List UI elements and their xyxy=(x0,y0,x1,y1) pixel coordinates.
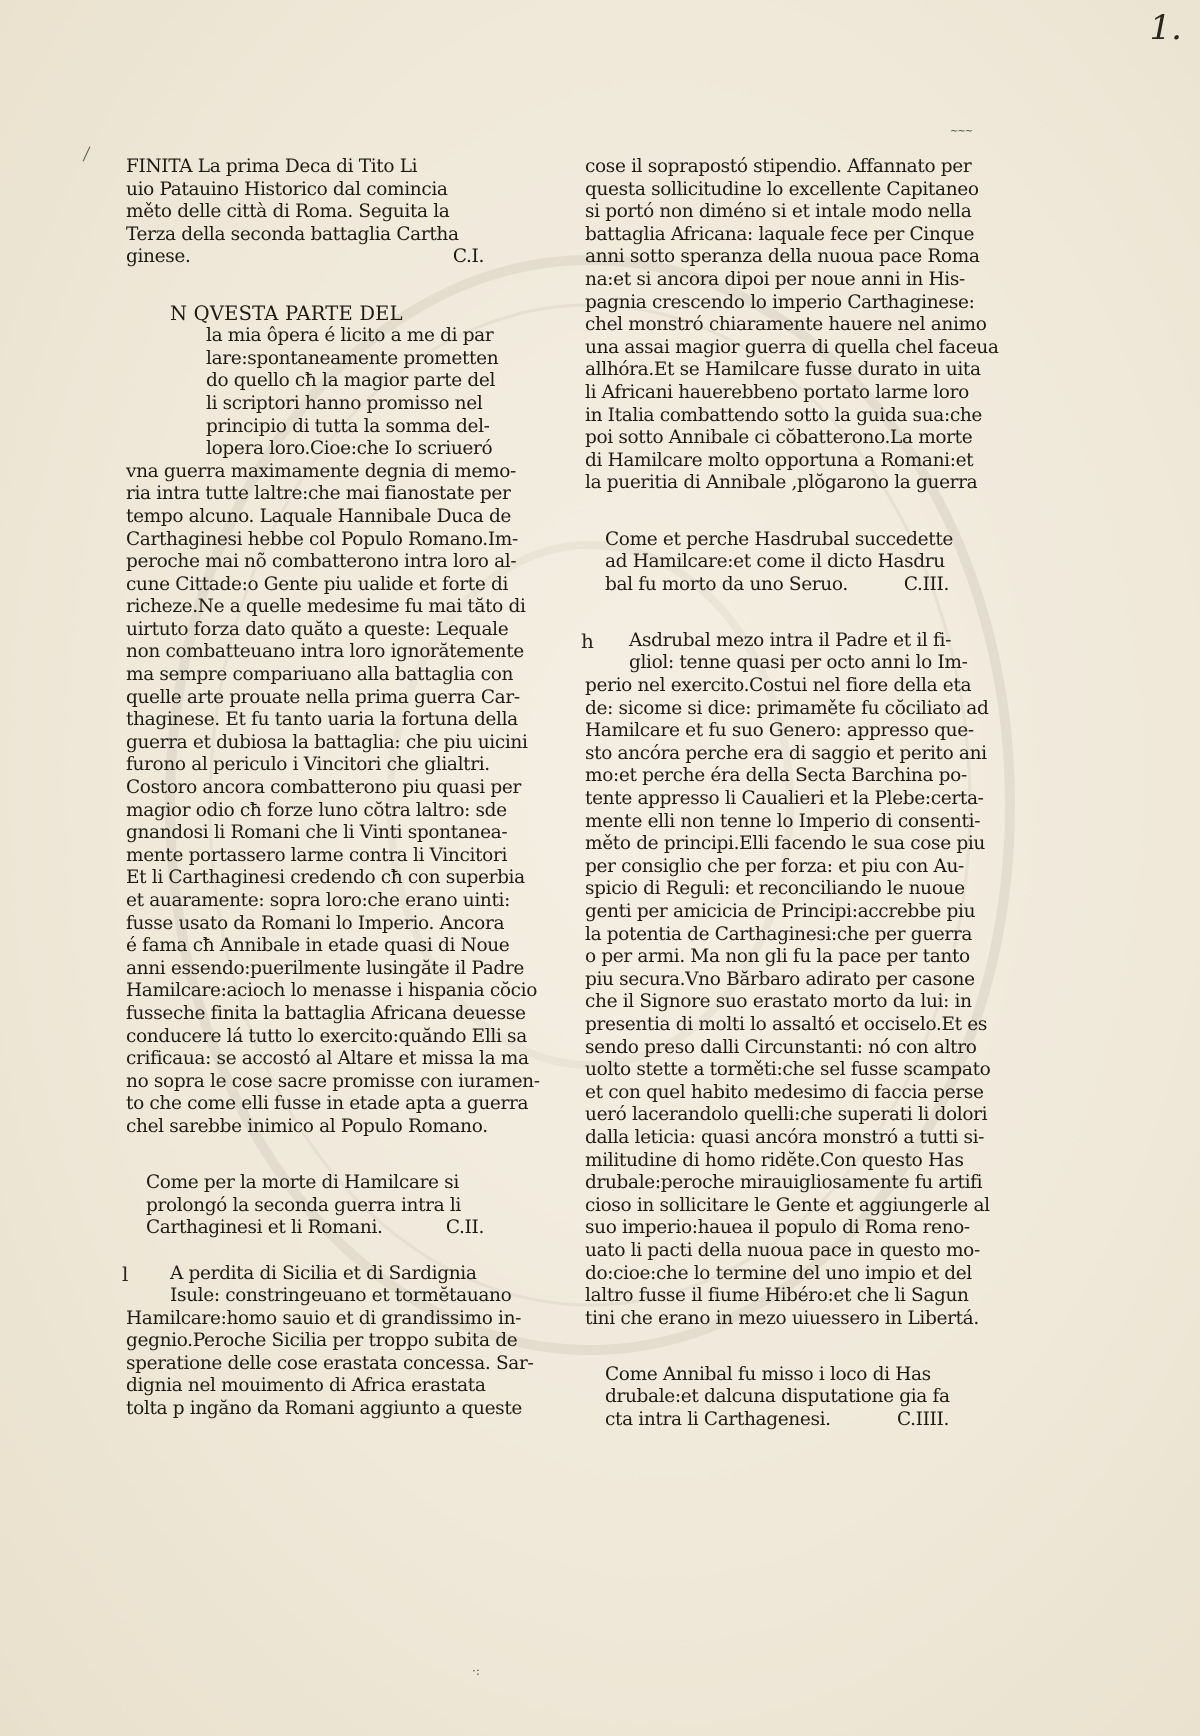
heading-text: ginese. xyxy=(126,246,191,268)
text-line: drubale:peroche mirauigliosamente fu artifi xyxy=(585,1172,983,1194)
text-line: uato li pacti della nuoua pace in questo mo- xyxy=(585,1239,980,1261)
text-line: mente portassero larme contra li Vincitori xyxy=(126,844,508,866)
text-line: ria intra tutte laltre:che mai fianostate per xyxy=(126,483,511,505)
text-line: gegnio.Peroche Sicilia per troppo subita de xyxy=(126,1330,518,1352)
text-line: no sopra le cose sacre promisse con iuramen- xyxy=(126,1070,540,1092)
text-line: anni sotto speranza della nuoua pace Roma xyxy=(585,246,980,268)
chapter-ref: C.II. xyxy=(445,1217,484,1239)
paragraph-indented-lines xyxy=(585,629,968,675)
text-line: thaginese. Et fu tanto uaria la fortuna della xyxy=(126,709,518,731)
heading-chapter-2 xyxy=(126,1172,488,1240)
text-line: Isule: constringeuano et tormĕtauano xyxy=(170,1285,512,1307)
spacer xyxy=(126,1240,488,1263)
heading-line: FINITA La prima Deca di Tito Li xyxy=(126,156,418,177)
chapter-ref: C.I. xyxy=(452,246,484,268)
spacer xyxy=(585,619,953,630)
heading-text: Carthaginesi et li Romani. xyxy=(146,1217,383,1239)
heading-line-last xyxy=(126,1217,488,1240)
text-line: militudine di homo ridĕte.Con questo Has xyxy=(585,1149,964,1171)
folio-number: 1. xyxy=(1149,8,1182,48)
paragraph-indented-lines xyxy=(126,325,499,461)
ink-mark: ~~~ xyxy=(950,126,973,137)
text-line: furono al periculo i Vincitori che glialtri. xyxy=(126,754,490,776)
chapter-ref: C.IIII. xyxy=(896,1409,949,1431)
heading-chapter-3 xyxy=(585,529,953,597)
chapter-ref: C.III. xyxy=(903,573,949,595)
text-line: měto de principi.Elli facendo le sua cose piu xyxy=(585,833,985,855)
text-line: in Italia combattendo sotto la guida sua:che xyxy=(585,404,983,426)
spacer xyxy=(585,1353,953,1364)
heading-line: Come per la morte di Hamilcare si xyxy=(146,1172,459,1194)
text-line: perio nel exercito.Costui nel fiore della eta xyxy=(585,675,972,697)
text-line: che il Signore suo erastato morto da lui: in xyxy=(585,991,972,1013)
text-line: gnandosi li Romani che li Vinti spontanea- xyxy=(126,822,508,844)
paragraph-lines xyxy=(126,460,540,1139)
paragraph-indented-lines xyxy=(126,1262,512,1308)
ink-dot: ·: xyxy=(472,1664,480,1678)
heading-line: Come et perche Hasdrubal succedette xyxy=(605,528,954,550)
guide-letter: h xyxy=(581,628,594,653)
text-line: tini che erano in mezo uiuessero in Libertá. xyxy=(585,1307,979,1329)
heading-text: bal fu morto da uno Seruo. xyxy=(605,573,848,595)
text-line: richeze.Ne a quelle medesime fu mai tăto di xyxy=(126,596,526,618)
paragraph-3 xyxy=(581,628,991,1330)
text-line: cose il soprapostó stipendio. Affannato per xyxy=(585,156,972,177)
text-line: cune Cittade:o Gente piu ualide et forte di xyxy=(126,573,509,595)
text-line: allhóra.Et se Hamilcare fusse durato in uita xyxy=(585,359,981,381)
text-line: piu secura.Vno Bărbaro adirato per casone xyxy=(585,968,975,990)
heading-line: ad Hamilcare:et come il dicto Hasdru xyxy=(605,551,945,573)
text-line: anni essendo:puerilmente lusingăte il Padre xyxy=(126,957,524,979)
text-line: si portó non diméno si et intale modo nella xyxy=(585,201,972,223)
heading-text: cta intra li Carthagenesi. xyxy=(605,1409,831,1431)
text-line: Costoro ancora combatterono piu quasi per xyxy=(126,777,521,799)
text-line: ueró lacerandolo quelli:che superati li dolori xyxy=(585,1104,988,1126)
text-line: genti per amicicia de Principi:accrebbe piu xyxy=(585,901,976,922)
heading-chapter-4 xyxy=(585,1364,953,1432)
text-line: suo imperio:hauea il populo di Roma reno- xyxy=(585,1217,970,1239)
paragraph-lines xyxy=(126,1307,534,1421)
paragraph-1 xyxy=(126,301,540,1139)
heading-chapter-1 xyxy=(126,156,488,269)
paragraph-lines xyxy=(585,675,991,1330)
heading-line-last xyxy=(585,1409,953,1432)
text-line: Et li Carthaginesi credendo cħ con superbia xyxy=(126,867,525,889)
text-line: na:et si ancora dipoi per noue anni in His- xyxy=(585,268,965,290)
spacer xyxy=(126,292,488,303)
text-line: crificaua: se accostó al Altare et missa la ma xyxy=(126,1048,529,1070)
text-line: de: sicome si dice: primaměte fu cŏciliato ad xyxy=(585,697,989,719)
spacer xyxy=(126,1161,488,1172)
text-line: ma sempre compariuano alla battaglia con xyxy=(126,664,514,686)
text-line: lopera loro.Cioe:che Io scriueró xyxy=(206,438,493,460)
heading-line: prolongó la seconda guerra intra li xyxy=(146,1194,461,1216)
heading-line: měto delle città di Roma. Seguita la xyxy=(126,201,450,223)
heading-line-last xyxy=(585,574,953,597)
text-line: la potentia de Carthaginesi:che per guerra xyxy=(585,923,973,945)
text-line: chel sarebbe inimico al Populo Romano. xyxy=(126,1115,488,1137)
text-line: li Africani hauerebbeno portato larme loro xyxy=(585,381,969,403)
left-column xyxy=(122,156,540,1421)
spacer xyxy=(126,1139,488,1162)
spacer xyxy=(585,596,953,619)
guide-letter: l xyxy=(122,1261,129,1286)
text-line: conducere lá tutto lo exercito:quăndo Elli sa xyxy=(126,1025,527,1047)
heading-line: drubale:et dalcuna disputatione gia fa xyxy=(605,1386,950,1408)
text-line: o per armi. Ma non gli fu la pace per tanto xyxy=(585,946,970,968)
text-line: fusseche finita la battaglia Africana deuesse xyxy=(126,1002,526,1024)
text-line: di Hamilcare molto opportuna a Romani:et xyxy=(585,449,974,471)
text-line: A perdita di Sicilia et di Sardignia xyxy=(170,1262,477,1284)
text-line: to che come elli fusse in etade apta a guerra xyxy=(126,1093,529,1115)
text-line: li scriptori hanno promisso nel xyxy=(206,392,483,414)
text-line: Asdrubal mezo intra il Padre et il fi- xyxy=(629,629,951,651)
text-line: uirtuto forza dato quăto a queste: Lequale xyxy=(126,618,509,640)
text-line: lare:spontaneamente prometten xyxy=(206,347,499,369)
text-line: la mia ôpera é licito a me di par xyxy=(206,325,494,347)
text-line: quelle arte prouate nella prima guerra Car- xyxy=(126,686,520,708)
heading-line: Terza della seconda battaglia Cartha xyxy=(126,223,459,245)
heading-line: uio Patauino Historico dal comincia xyxy=(126,178,448,200)
text-line: una assai magior guerra di quella chel faceua xyxy=(585,336,999,358)
text-line: battaglia Africana: laquale fece per Cinque xyxy=(585,223,975,245)
text-line: tolta p ingăno da Romani aggiunto a queste xyxy=(126,1398,523,1420)
text-line: mo:et perche éra della Secta Barchina po- xyxy=(585,765,967,787)
text-line: per consiglio che per forza: et piu con Au- xyxy=(585,855,964,877)
text-line: et auaramente: sopra loro:che erano uinti: xyxy=(126,890,510,911)
text-line: magior odio cħ forze luno cŏtra laltro: sde xyxy=(126,799,507,821)
spacer xyxy=(585,1330,953,1353)
text-line: vna guerra maximamente degnia di memo- xyxy=(126,460,516,482)
text-line: mente elli non tenne lo Imperio di consenti- xyxy=(585,810,981,832)
right-column xyxy=(581,156,999,1432)
text-line: uolto stette a torměti:che sel fusse scampato xyxy=(585,1059,991,1081)
text-line: et con quel habito medesimo di faccia perse xyxy=(585,1081,984,1103)
text-line: presentia di molti lo assaltó et occiselo.Et es xyxy=(585,1013,987,1035)
text-line: do quello cħ la magior parte del xyxy=(206,370,496,392)
text-line: guerra et dubiosa la battaglia: che piu uicini xyxy=(126,731,528,753)
text-line: non combatteuano intra loro ignorătemente xyxy=(126,641,524,663)
spacer xyxy=(126,269,488,292)
display-capitals: N QVESTA PARTE DEL xyxy=(170,301,403,325)
heading-line-last xyxy=(126,246,488,269)
text-line: dalla leticia: quasi ancóra monstró a tutti si- xyxy=(585,1126,985,1148)
text-line: é fama cħ Annibale in etade quasi di Noue xyxy=(126,935,510,957)
text-line: chel monstró chiaramente hauere nel animo xyxy=(585,314,987,336)
text-line: Hamilcare:acioch lo menasse i hispania cŏcio xyxy=(126,980,537,1002)
text-line: laltro fusse il fiume Hibéro:et che li Sagun xyxy=(585,1285,969,1307)
text-line: spicio di Reguli: et reconciliando le nuoue xyxy=(585,878,965,900)
heading-line: Come Annibal fu misso i loco di Has xyxy=(605,1363,931,1385)
ink-tick xyxy=(83,147,91,162)
text-line: la pueritia di Annibale ,plŏgarono la guerra xyxy=(585,472,978,494)
text-line: Carthaginesi hebbe col Populo Romano.Im- xyxy=(126,528,518,550)
spacer xyxy=(585,495,953,518)
text-line: pagnia crescendo lo imperio Carthaginese: xyxy=(585,291,975,313)
paragraph-2 xyxy=(122,1261,534,1421)
text-line: speratione delle cose erastata concessa. Sar- xyxy=(126,1352,534,1374)
text-line: peroche mai nõ combatterono intra loro al- xyxy=(126,551,517,573)
text-line: Hamilcare:homo sauio et di grandissimo in- xyxy=(126,1307,522,1329)
text-line: do:cioe:che lo termine del uno impio et del xyxy=(585,1262,972,1284)
paragraph-continued xyxy=(585,156,999,495)
text-line: principio di tutta la somma del- xyxy=(206,415,490,437)
text-line: tempo alcuno. Laquale Hannibale Duca de xyxy=(126,505,512,527)
text-line: cioso in sollicitare le Gente et aggiungerle al xyxy=(585,1194,990,1216)
text-line: sto ancóra perche era di saggio et perito ani xyxy=(585,742,987,764)
text-line: dignia nel mouimento di Africa erastata xyxy=(126,1375,486,1397)
text-line: poi sotto Annibale ci cŏbatterono.La morte xyxy=(585,427,973,449)
text-line: Hamilcare et fu suo Genero: appresso que- xyxy=(585,720,974,742)
spacer xyxy=(585,518,953,529)
text-line: sendo preso dalli Circunstanti: nó con altro xyxy=(585,1036,977,1058)
text-line: fusse usato da Romani lo Imperio. Ancora xyxy=(126,912,505,934)
text-line: tente appresso li Caualieri et la Plebe:certa- xyxy=(585,788,984,810)
text-line: gliol: tenne quasi per octo anni lo Im- xyxy=(629,652,968,674)
text-line: questa sollicitudine lo excellente Capitaneo xyxy=(585,178,979,200)
